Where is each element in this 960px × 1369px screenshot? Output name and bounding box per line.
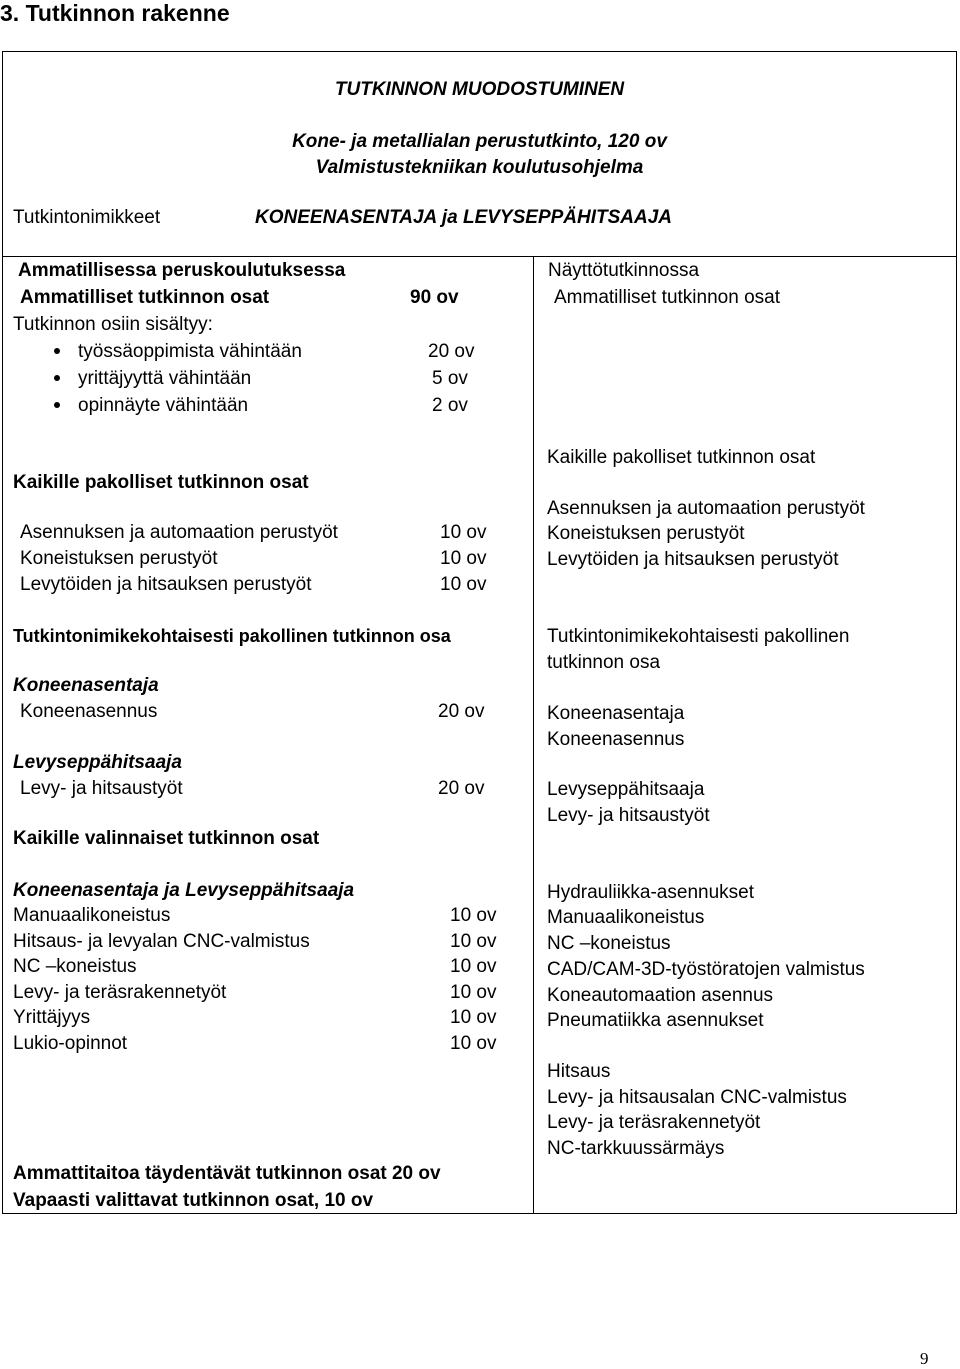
includes-label: Tutkinnon osiin sisältyy: xyxy=(13,314,213,335)
mandatory-heading: Kaikille pakolliset tutkinnon osat xyxy=(13,472,309,493)
mandatory-item: Levytöiden ja hitsauksen perustyöt xyxy=(20,574,312,595)
section-heading: 3. Tutkinnon rakenne xyxy=(0,0,230,26)
bullet-label: opinnäyte vähintään xyxy=(78,395,249,416)
column-divider xyxy=(533,256,534,1214)
right-mandatory-item: Asennuksen ja automaation perustyöt xyxy=(547,498,865,519)
optional-item: Hitsaus- ja levyalan CNC-valmistus xyxy=(13,931,310,952)
mandatory-value: 10 ov xyxy=(440,522,487,543)
bullet-icon xyxy=(54,402,60,408)
levy-hitsaus-label: Levy- ja hitsaustyöt xyxy=(20,778,183,799)
right-koneenasennus: Koneenasennus xyxy=(547,729,685,750)
optional-value: 10 ov xyxy=(450,982,497,1003)
table-divider xyxy=(2,256,957,257)
optional-item: Yrittäjyys xyxy=(13,1007,91,1028)
optional-value: 10 ov xyxy=(450,931,497,952)
names-label: Tutkintonimikkeet xyxy=(13,207,161,228)
free-choice-line: Vapaasti valittavat tutkinnon osat, 10 ov xyxy=(13,1190,374,1211)
koneenasennus-value: 20 ov xyxy=(438,701,485,722)
mandatory-item: Asennuksen ja automaation perustyöt xyxy=(20,522,338,543)
optional-item: Lukio-opinnot xyxy=(13,1033,128,1054)
bullet-icon xyxy=(54,348,60,354)
vocational-value: 90 ov xyxy=(410,287,459,308)
right-optional-item: NC-tarkkuussärmäys xyxy=(547,1138,725,1159)
mandatory-value: 10 ov xyxy=(440,548,487,569)
right-optional-item: Pneumatiikka asennukset xyxy=(547,1010,764,1031)
right-optional-item: Levy- ja hitsausalan CNC-valmistus xyxy=(547,1087,847,1108)
bullet-label: yrittäjyyttä vähintään xyxy=(78,368,252,389)
optional-value: 10 ov xyxy=(450,905,497,926)
right-optional-item: Hydrauliikka-asennukset xyxy=(547,882,754,903)
levy-hitsaus-value: 20 ov xyxy=(438,778,485,799)
optional-item: Manuaalikoneistus xyxy=(13,905,171,926)
right-title-mandatory-line1: Tutkintonimikekohtaisesti pakollinen xyxy=(547,626,850,647)
mandatory-item: Koneistuksen perustyöt xyxy=(20,548,218,569)
right-optional-item: Manuaalikoneistus xyxy=(547,907,705,928)
right-koneenasentaja: Koneenasentaja xyxy=(547,703,685,724)
right-title-mandatory-line2: tutkinnon osa xyxy=(547,652,661,673)
title-mandatory-heading: Tutkintonimikekohtaisesti pakollinen tutkinnon osa xyxy=(13,626,451,646)
bullet-value: 5 ov xyxy=(432,368,468,389)
bullet-label: työssäoppimista vähintään xyxy=(78,341,302,362)
table-subtitle-1: Kone- ja metallialan perustutkinto, 120 ov xyxy=(292,131,667,152)
demo-subheading: Ammatilliset tutkinnon osat xyxy=(554,287,780,308)
right-mandatory-item: Levytöiden ja hitsauksen perustyöt xyxy=(547,549,839,570)
optional-heading: Kaikille valinnaiset tutkinnon osat xyxy=(13,828,320,849)
right-optional-item: NC –koneistus xyxy=(547,933,671,954)
right-optional-item: Hitsaus xyxy=(547,1061,611,1082)
optional-value: 10 ov xyxy=(450,1033,497,1054)
page-number: 9 xyxy=(920,1349,929,1368)
koneenasennus-label: Koneenasennus xyxy=(20,701,158,722)
right-optional-item: Levy- ja teräsrakennetyöt xyxy=(547,1112,761,1133)
basic-education-heading: Ammatillisessa peruskoulutuksessa xyxy=(18,260,346,281)
vocational-label: Ammatilliset tutkinnon osat xyxy=(20,287,270,308)
right-levyseppa: Levyseppähitsaaja xyxy=(547,779,705,800)
right-optional-item: CAD/CAM-3D-työstöratojen valmistus xyxy=(547,959,865,980)
bullet-icon xyxy=(54,375,60,381)
optional-group-title: Koneenasentaja ja Levyseppähitsaaja xyxy=(13,880,355,901)
optional-value: 10 ov xyxy=(450,1007,497,1028)
levyseppa-title: Levyseppähitsaaja xyxy=(13,752,182,773)
demo-heading: Näyttötutkinnossa xyxy=(548,260,700,281)
optional-value: 10 ov xyxy=(450,956,497,977)
complementary-line: Ammattitaitoa täydentävät tutkinnon osat 20 ov xyxy=(13,1163,441,1184)
right-optional-item: Koneautomaation asennus xyxy=(547,985,774,1006)
mandatory-value: 10 ov xyxy=(440,574,487,595)
right-mandatory-item: Koneistuksen perustyöt xyxy=(547,523,745,544)
right-mandatory-heading: Kaikille pakolliset tutkinnon osat xyxy=(547,447,816,468)
names-value: KONEENASENTAJA ja LEVYSEPPÄHITSAAJA xyxy=(255,207,673,228)
table-subtitle-2: Valmistustekniikan koulutusohjelma xyxy=(315,157,644,178)
koneenasentaja-title: Koneenasentaja xyxy=(13,675,159,696)
table-title: TUTKINNON MUODOSTUMINEN xyxy=(334,79,625,100)
optional-item: Levy- ja teräsrakennetyöt xyxy=(13,982,227,1003)
optional-item: NC –koneistus xyxy=(13,956,137,977)
right-levy-hitsaus: Levy- ja hitsaustyöt xyxy=(547,805,710,826)
bullet-value: 20 ov xyxy=(428,341,475,362)
bullet-value: 2 ov xyxy=(432,395,468,416)
